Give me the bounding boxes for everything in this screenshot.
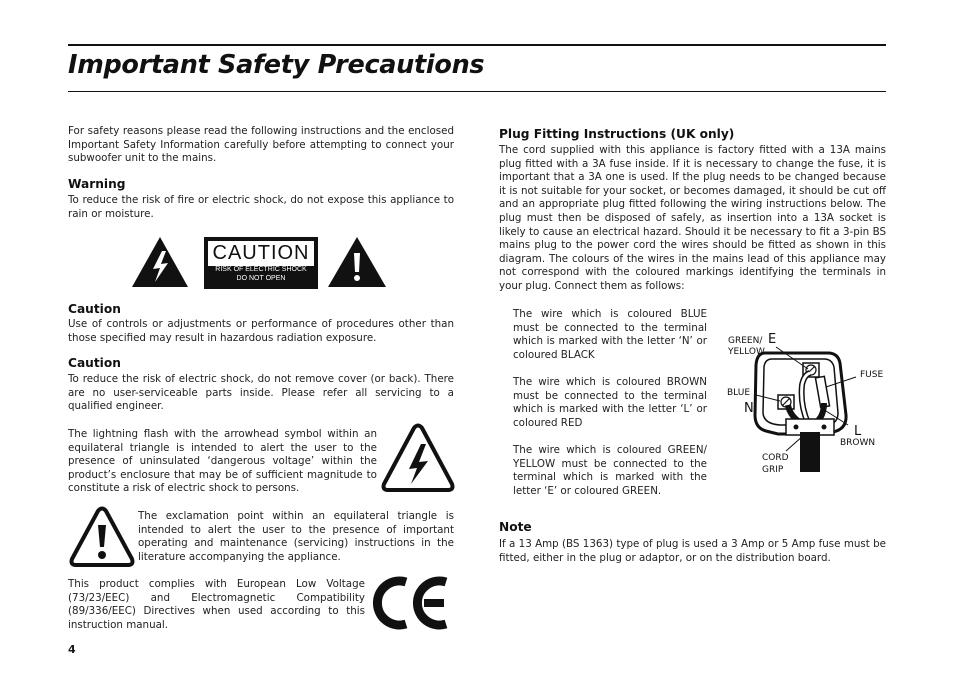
page-number: 4 [68,643,76,656]
page-title: Important Safety Precautions [68,50,485,80]
caution-label-line2: DO NOT OPEN [236,275,286,282]
compliance-text: This product complies with European Low Voltage (73/23/EEC) and Electromagnetic Compatibility (89/336/EEC) Directives when used according to this instruction manual. [68,578,365,631]
diagram-blue-label: BLUE [727,388,751,398]
wire-blue-text: The wire which is coloured BLUE must be connected to the terminal which is marked with the letter ‘N’ or coloured BLACK [513,308,707,361]
caution-1-text: Use of controls or adjustments or performance of procedures other than those specified may result in hazardous radiation exposure. [68,318,454,344]
diagram-e-letter: E [768,332,777,347]
diagram-grip-label: GRIP [762,465,784,475]
warning-text: To reduce the risk of fire or electric shock, do not expose this appliance to rain or moisture. [68,194,454,220]
wire-green-text: The wire which is coloured GREEN/ YELLOW must be connected to the terminal which is marked with the letter ‘E’ or coloured GREEN. [513,444,707,497]
caution-2-heading: Caution [68,356,121,370]
diagram-green-label: GREEN/ [728,336,763,346]
diagram-cord-label: CORD [762,453,789,463]
diagram-yellow-label: YELLOW [728,347,765,357]
note-heading: Note [499,520,532,534]
header-bottom-rule [68,91,886,92]
lightning-triangle-icon [382,424,454,494]
diagram-fuse-label: FUSE [860,370,884,380]
diagram-l-letter: L [854,424,862,439]
plug-instructions-text: The cord supplied with this appliance is factory fitted with a 13A mains plug fitted with a 3A fuse inside. If it is necessary to change the fuse, it is important that a 3A one is used. If the plug needs to be changed because it is not suitable for your socket, or becomes damaged, it should be cut off and an appropriate plug fitted following the wiring instructions below. The plug must then be disposed of safely, as insertion into a 13A socket is likely to cause an electrical hazard. Should it be necessary to fit a 3-pin BS mains plug to the power cord the wires should be fitted as shown in this diagram. The colours of the wires in the mains lead of this appliance may not correspond with the coloured markings identifying the terminals in your plug. Connect them as follows: [499,144,886,292]
plug-wiring-diagram [720,325,890,485]
ce-mark-icon [372,573,454,633]
plug-heading: Plug Fitting Instructions (UK only) [499,127,735,141]
lightning-warning-icon [131,236,189,288]
caution-2-text: To reduce the risk of electric shock, do not remove cover (or back). There are no user-serviceable parts inside. Please refer all servicing to a qualified engineer. [68,373,454,413]
caution-label-box [204,237,318,289]
lightning-symbol-text: The lightning flash with the arrowhead symbol within an equilateral triangle is intended to alert the user to the presence of uninsulated ‘dangerous voltage’ within the product’s enclosure that may be of sufficient magnitude to constitute a risk of electric shock to persons. [68,428,377,495]
intro-paragraph: For safety reasons please read the following instructions and the enclosed Important Safety Information carefully before attempting to connect your subwoofer unit to the mains. [68,125,454,165]
header-top-rule [68,44,886,46]
warning-heading: Warning [68,177,126,191]
diagram-brown-label: BROWN [840,438,876,448]
exclamation-warning-icon [327,236,387,288]
note-text: If a 13 Amp (BS 1363) type of plug is used a 3 Amp or 5 Amp fuse must be fitted, either in the plug or adaptor, or on the distribution board. [499,538,886,564]
exclamation-symbol-text: The exclamation point within an equilateral triangle is intended to alert the user to the presence of important operating and maintenance (servicing) instructions in the literature accompanying the appliance. [138,510,454,563]
diagram-n-letter: N [744,401,754,416]
caution-1-heading: Caution [68,302,121,316]
caution-label-title: CAUTION [208,241,314,266]
caution-label-line1: RISK OF ELECTRIC SHOCK [215,266,307,273]
exclamation-triangle-icon [70,507,134,567]
wire-brown-text: The wire which is coloured BROWN must be connected to the terminal which is marked with the letter ‘L’ or coloured RED [513,376,707,429]
